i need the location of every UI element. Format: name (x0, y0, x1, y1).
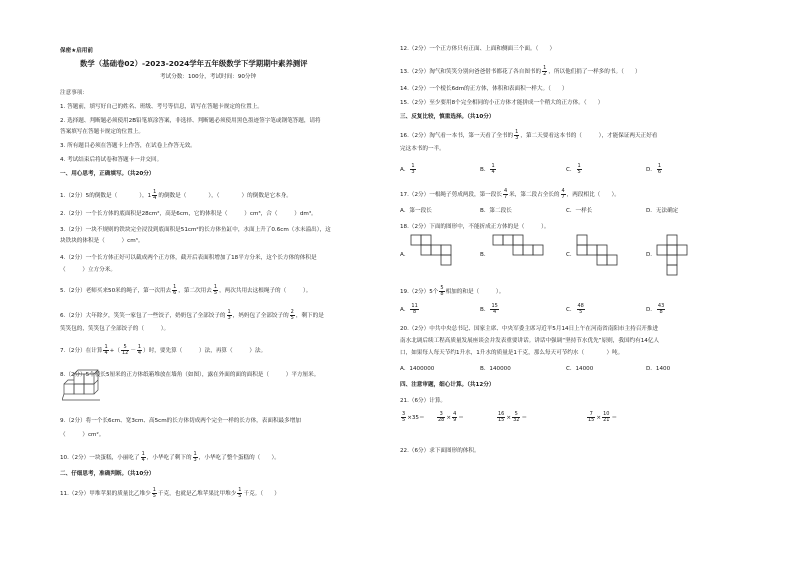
calc-item: $\frac{7}{15}$ × $\frac{10}{21}$ ＝ (588, 411, 618, 423)
note-item: 2. 选择题、判断题必须使用2B铅笔填涂答案，非选择、判断题必须使用黑色墨迹签字笔或钢笔答题，请将 (60, 118, 321, 124)
question-3: 3.（2分）一块不规则的铁块完全浸没到底面积是51cm²的长方体鱼缸中，水面上升了0.6cm（水未溢出），这 (60, 227, 331, 233)
option-d: D．无法确定 (646, 208, 679, 214)
option-a: A．第一段长 (400, 208, 432, 214)
question-9-cont: （ ）cm²。 (60, 432, 105, 438)
question-4: 4.（2分）一个长方体正好可以截成两个正方体，截开后表面积增加了18平方分米，这个长方体的体积是 (60, 255, 317, 261)
question-18: 18.（2分）下面的图形中，不能折成正方体的是（ ）。 (400, 224, 550, 230)
question-3-cont: 块铁块的体积是（ ）cm³。 (60, 238, 144, 244)
question-12: 12.（2分）一个正方体只有正面、上面和侧面三个面。（ ） (400, 46, 556, 52)
option-c: C．14000 (566, 366, 594, 372)
option-c: C．一样长 (566, 208, 593, 214)
option-c: C． $\frac{48}{5}$ (566, 303, 584, 315)
option-a: A． $\frac{11}{8}$ (400, 303, 418, 315)
question-13: 13.（2分）淘气和笑笑分别向爸爸借书都花了各自图书的 $\frac{1}{2}$ ，所以他们捐了一样多的书。（ ） (400, 65, 641, 77)
section-heading: 四、注意审题，细心计算。（共12分） (400, 382, 495, 388)
question-1: 1.（2分）5的倒数是（ ），1 $\frac{1}{4}$ 的倒数是（ ），（ ）的倒数是它本身。 (60, 189, 292, 201)
question-2: 2.（2分）一个长方体的底面积是28cm²，高是6cm，它的体积是（ ）cm³，合（ ）dm³。 (60, 211, 317, 217)
question-11: 11.（2分）甲堆苹果的质量比乙堆少 $\frac{1}{5}$ 千克，也就是乙堆苹果比甲堆少 $\frac{1}{5}$ 千克。（ ） (60, 487, 280, 499)
secret-mark: 保密★启用前 (60, 48, 93, 54)
question-20-cont: 口，如果每人每天节约1升水，1升水的质量是1千克，那么每天可节约水（ ）吨。 (400, 350, 624, 356)
notes-heading: 注意事项： (60, 90, 88, 96)
option-a: A． $\frac{1}{3}$ (400, 163, 415, 175)
question-4-cont: （ ）立方分米。 (60, 267, 116, 273)
question-19: 19.（2分）5个 $\frac{5}{8}$ 相加的和是（ ）。 (400, 285, 505, 297)
note-item: 4. 考试结束后将试卷和答题卡一并交回。 (60, 157, 163, 163)
question-9: 9.（2分）将一个长6cm、宽3cm、高5cm的长方体切成两个完全一样的长方体，表面积最多增加 (60, 418, 301, 424)
cube-net-c (576, 234, 636, 276)
option-a: A． (400, 252, 410, 258)
question-6-cont: 笑笑包的，笑笑包了全部饺子的（ ）。 (60, 326, 170, 332)
question-10: 10.（2分）一块蛋糕，小丽吃了 $\frac{1}{4}$ ，小华吃了剩下的 $\frac{1}{3}$ ，小华吃了整个蛋糕的（ ）。 (60, 451, 280, 463)
section-heading: 二、仔细思考，准确判断。（共10分） (60, 471, 155, 477)
question-8: 8.（2分）5个棱长5厘米的正方体纸箱堆放在墙角（如图），露在外面的面的面积是（ ）平方厘米。 (60, 372, 320, 378)
note-item: 1. 答题前，填写好自己的姓名、班级、考号等信息，请写在答题卡规定的位置上。 (60, 104, 263, 110)
question-20-cont: 南水北调后续工程高质量发展座谈会并发表重要讲话。讲话中强调“坚持节水优先”原则，我国约有14亿人 (400, 338, 660, 344)
cube-net-b (492, 234, 562, 276)
question-16: 16.（2分）淘气看一本书，第一天看了全书的 $\frac{1}{3}$ ，第二天要看这本书的（ ），才能保证两天正好看 (400, 129, 658, 141)
calc-item: $\frac{3}{5}$ ×35＝ (402, 411, 425, 423)
option-d: D． $\frac{1}{6}$ (646, 163, 662, 175)
question-16-cont: 完这本书的一半。 (400, 146, 445, 152)
option-d: D． (646, 252, 656, 258)
question-21: 21.（6分）计算。 (400, 398, 447, 404)
cube-stack-figure (62, 360, 102, 404)
cube-net-d (656, 234, 716, 276)
question-15: 15.（2分）至少要用8个完全相同的小正方体才能拼成一个稍大的正方体。（ ） (400, 100, 604, 106)
option-b: B．第二段长 (480, 208, 512, 214)
calc-item: $\frac{3}{28}$ × $\frac{4}{9}$ ＝ (438, 411, 464, 423)
option-c: C． (566, 252, 576, 258)
section-heading: 一、用心思考，正确填写。（共20分） (60, 171, 155, 177)
note-item: 3. 所有题目必须在答题卡上作答，在试卷上作答无效。 (60, 143, 196, 149)
question-6: 6.（2分）大年除夕，笑笑一家包了一些饺子，奶奶包了全部饺子的 $\frac{1}{3}$ ，妈妈包了全部饺子的 $\frac{2}{5}$ ，剩下的是 (60, 309, 324, 321)
question-14: 14.（2分）一个棱长6dm的正方体，体积和表面积一样大。（ ） (400, 86, 568, 92)
option-b: B． $\frac{15}{4}$ (480, 303, 498, 315)
note-item: 答案填写在答题卡规定的位置上。 (60, 129, 144, 135)
question-7: 7.（2分）在计算 $\frac{1}{4}$ +（ $\frac{5}{12}$ － $\frac{1}{4}$ ）时，要先算（ ）法，再算（ ）法。 (60, 344, 267, 356)
question-5: 5.（2分）老师买来50米的绳子，第一次用去 $\frac{1}{6}$ ，第二次用去 $\frac{1}{5}$ ，两次共用去这根绳子的（ ）。 (60, 284, 312, 296)
option-a: A．1400000 (400, 366, 435, 372)
exam-meta: 考试分数：100分，考试时间：90分钟 (160, 74, 257, 80)
page-title: 数学（基础卷02）-2023-2024学年五年级数学下学期期中素养测评 (80, 59, 308, 68)
option-b: B． $\frac{1}{4}$ (480, 163, 495, 175)
question-20: 20.（2分）中共中央总书记、国家主席、中央军委主席习近平5月14日上午在河南省南阳市主持召开推进 (400, 326, 659, 332)
option-b: B． (480, 252, 490, 258)
question-17: 17.（2分）一根绳子剪成两段，第一段长 $\frac{4}{7}$ 米，第二段占全长的 $\frac{4}{7}$ ，两段相比（ ）。 (400, 188, 620, 200)
cube-net-a (410, 234, 480, 276)
question-22: 22.（6分）求下面图形的体积。 (400, 448, 480, 454)
calc-item: $\frac{16}{15}$ × $\frac{5}{32}$ ＝ (498, 411, 528, 423)
option-d: D．1400 (646, 366, 671, 372)
option-d: D． $\frac{43}{8}$ (646, 303, 665, 315)
section-heading: 三、反复比较，慎重选择。（共10分） (400, 114, 495, 120)
option-b: B．140000 (480, 366, 511, 372)
option-c: C． $\frac{1}{5}$ (566, 163, 581, 175)
